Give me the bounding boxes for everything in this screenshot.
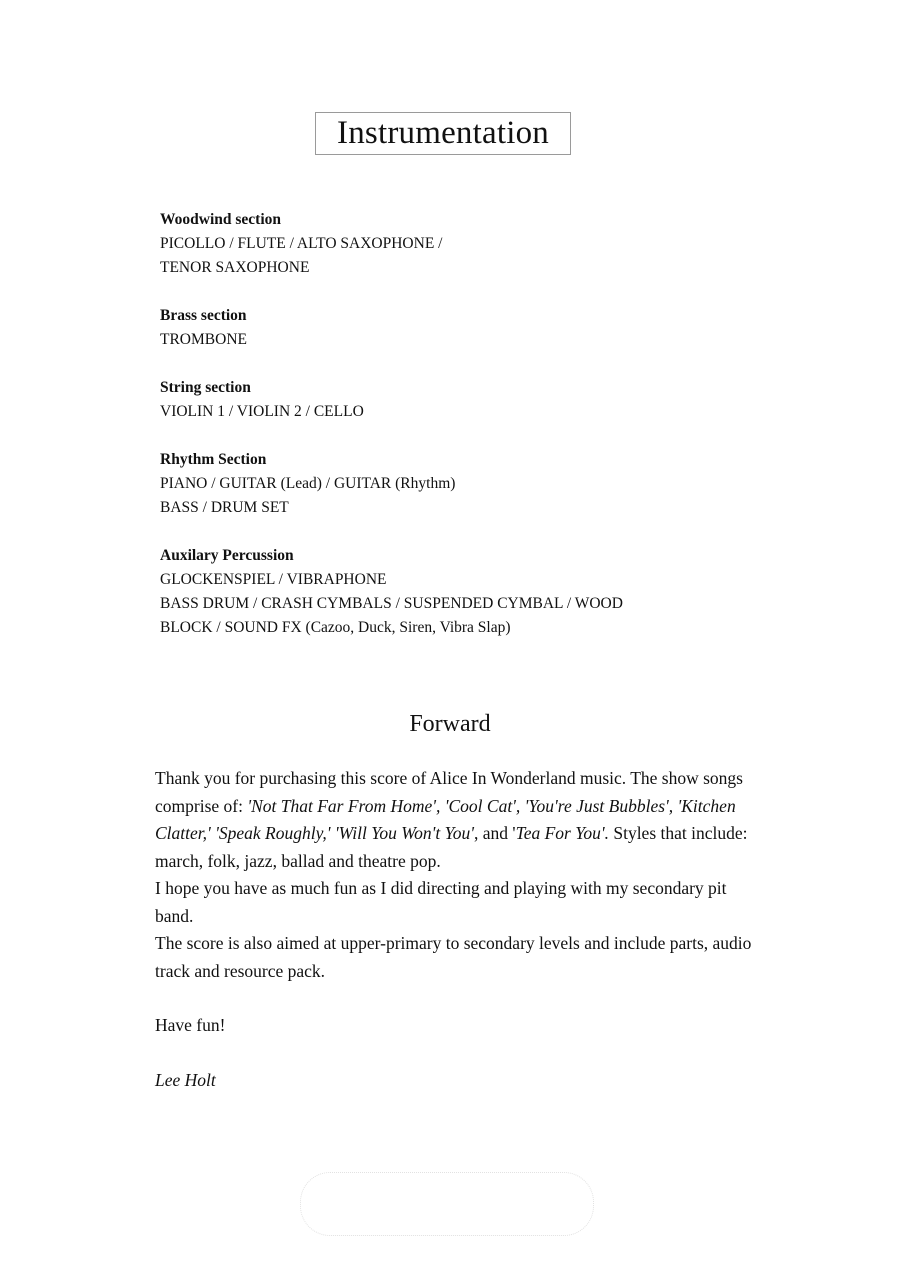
- instrument-line: BASS DRUM / CRASH CYMBALS / SUSPENDED CYMBAL / WOOD: [160, 595, 623, 612]
- section-string: [160, 376, 760, 424]
- instrument-line: BASS / DRUM SET: [160, 499, 289, 516]
- forward-hope: I hope you have as much fun as I did directing and playing with my secondary pit band.: [155, 878, 727, 926]
- instrument-line: GLOCKENSPIEL / VIBRAPHONE: [160, 571, 387, 588]
- faint-stamp-outline: [300, 1172, 594, 1236]
- instrument-line: TENOR SAXOPHONE: [160, 259, 310, 276]
- forward-heading: Forward: [409, 711, 491, 737]
- section-heading: Auxilary Percussion: [160, 547, 294, 564]
- section-heading: Rhythm Section: [160, 451, 267, 468]
- forward-intro: Thank you for purchasing this score of Alice In Wonderland music.: [155, 768, 627, 788]
- forward-aim: The score is also aimed at upper-primary to secondary levels and include parts, audio track and resource pack.: [155, 933, 752, 981]
- section-heading: Woodwind section: [160, 211, 282, 228]
- forward-paragraph: [155, 765, 755, 875]
- instrumentation-list: [160, 208, 760, 664]
- instrument-line: PICOLLO / FLUTE / ALTO SAXOPHONE /: [160, 235, 443, 252]
- forward-body: [155, 765, 755, 1094]
- instrument-line: PIANO / GUITAR (Lead) / GUITAR (Rhythm): [160, 475, 456, 492]
- forward-songs-list: 'Not That Far From Home', 'Cool Cat', 'You're Just Bubbles', 'Kitchen Clatter,' 'Speak Roughly,' 'Will You Won't You': [155, 795, 736, 843]
- section-auxiliary-percussion: [160, 544, 760, 640]
- forward-songs-lead: The show songs comprise of:: [155, 768, 743, 816]
- instrument-line: VIOLIN 1 / VIOLIN 2 / CELLO: [160, 403, 364, 420]
- page-title: Instrumentation: [315, 112, 571, 155]
- signature-line: [155, 1067, 755, 1095]
- instrument-line: TROMBONE: [160, 331, 247, 348]
- forward-closing: Have fun!: [155, 1015, 226, 1035]
- signature: Lee Holt: [155, 1069, 216, 1090]
- forward-songs-and: , and ': [474, 823, 516, 843]
- section-heading: Brass section: [160, 307, 247, 324]
- forward-styles: Styles that include: march, folk, jazz, ballad and theatre pop.: [155, 823, 748, 871]
- instrument-line: BLOCK / SOUND FX (Cazoo, Duck, Siren, Vibra Slap): [160, 619, 511, 636]
- section-rhythm: [160, 448, 760, 520]
- section-woodwind: [160, 208, 760, 280]
- section-brass: [160, 304, 760, 352]
- section-heading: String section: [160, 379, 251, 396]
- forward-songs-last: Tea For You'.: [515, 823, 609, 843]
